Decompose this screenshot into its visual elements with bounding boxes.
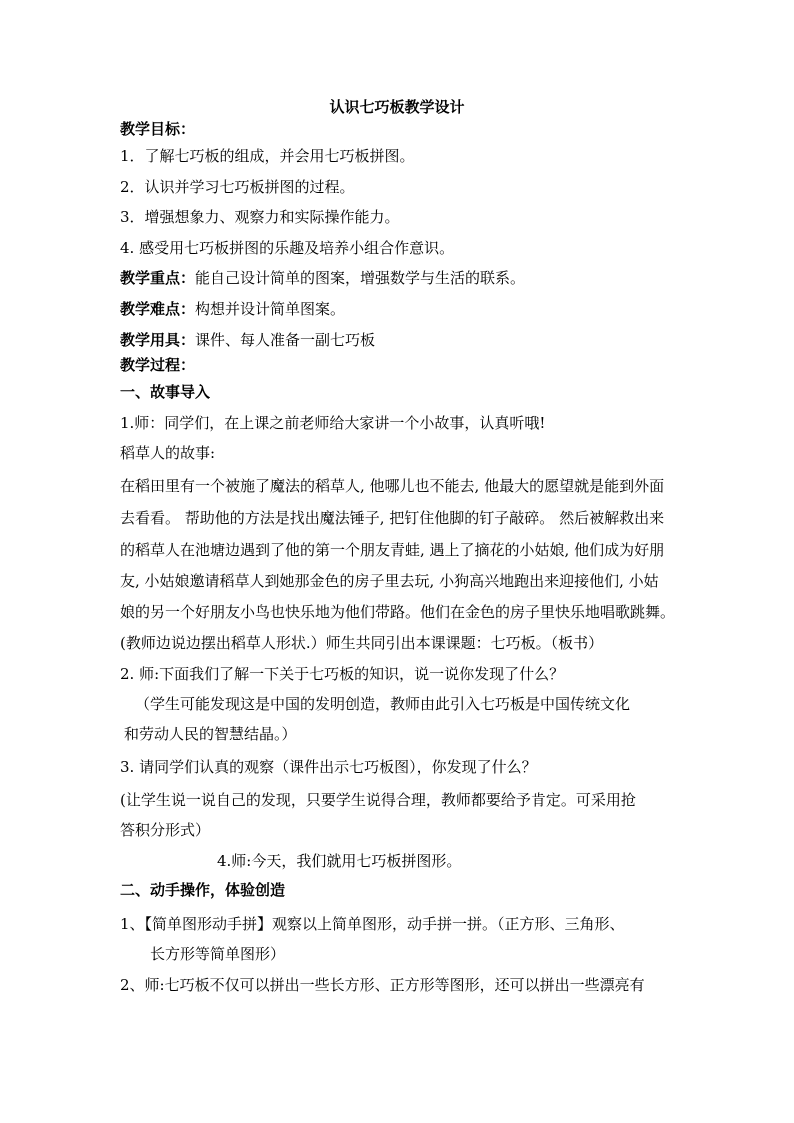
- goals-heading: 教学目标：: [120, 120, 196, 138]
- key-point: [120, 268, 680, 288]
- section1-line: 1.师：同学们，在上课之前老师给大家讲一个小故事，认真听哦!: [120, 414, 546, 432]
- section2-line: 1、【简单图形动手拼】观察以上简单图形，动手拼一拼。（正方形、三角形、: [120, 915, 625, 933]
- section1-line: 4.师:今天，我们就用七巧板拼图形。: [217, 852, 462, 870]
- tools-text: 课件、每人准备一副七巧板: [195, 331, 376, 349]
- section1-line: 和劳动人民的智慧结晶。）: [124, 725, 297, 743]
- section1-line: 的稻草人在池塘边遇到了他的第一个朋友青蛙, 遇上了摘花的小姑娘, 他们成为好朋: [120, 541, 665, 559]
- document-title: 认识七巧板教学设计: [329, 98, 465, 116]
- section1-line: 去看看。 帮助他的方法是找出魔法锤子, 把钉住他脚的钉子敲碎。 然后被解救出来: [120, 509, 665, 527]
- section1-line: 答积分形式）: [120, 821, 211, 839]
- goal-item: 2．认识并学习七巧板拼图的过程。: [120, 178, 355, 196]
- tools: [120, 330, 680, 350]
- section1-line: 2. 师:下面我们了解一下关于七巧板的知识，说一说你发现了什么？: [120, 665, 565, 683]
- section1-line: 友, 小姑娘邀请稻草人到她那金色的房子里去玩, 小狗高兴地跑出来迎接他们, 小姑: [120, 572, 659, 590]
- key-point-label: 教学重点：: [120, 269, 196, 287]
- process-heading: 教学过程：: [120, 356, 196, 374]
- goal-item: 3．增强想象力、观察力和实际操作能力。: [120, 208, 400, 226]
- difficulty-text: 构想并设计简单图案。: [195, 300, 346, 318]
- section1-heading: 一、故事导入: [120, 383, 211, 401]
- key-point-text: 能自己设计简单的图案，增强数学与生活的联系。: [195, 269, 526, 287]
- goal-item: 1．了解七巧板的组成，并会用七巧板拼图。: [120, 147, 415, 165]
- goal-item: 4. 感受用七巧板拼图的乐趣及培养小组合作意识。: [120, 239, 455, 257]
- section1-line: (让学生说一说自己的发现，只要学生说得合理，教师都要给予肯定。可采用抢: [120, 791, 636, 809]
- section2-line: 长方形等简单图形）: [150, 945, 286, 963]
- section1-line: （学生可能发现这是中国的发明创造，教师由此引入七巧板是中国传统文化: [135, 695, 631, 713]
- section1-line: 稻草人的故事:: [120, 444, 216, 462]
- section1-line: 在稻田里有一个被施了魔法的稻草人, 他哪儿也不能去, 他最大的愿望就是能到外面: [120, 477, 665, 495]
- difficulty-label: 教学难点：: [120, 300, 196, 318]
- section1-line: 娘的另一个好朋友小鸟也快乐地为他们带路。他们在金色的房子里快乐地唱歌跳舞。: [120, 603, 676, 621]
- section2-heading: 二、动手操作，体验创造: [120, 881, 286, 899]
- section1-line: 3. 请同学们认真的观察（课件出示七巧板图），你发现了什么？: [120, 758, 537, 776]
- section1-line: (教师边说边摆出稻草人形状.）师生共同引出本课课题：七巧板。（板书）: [120, 634, 604, 652]
- difficulty: [120, 299, 680, 319]
- section2-line: 2、师:七巧板不仅可以拼出一些长方形、正方形等图形，还可以拼出一些漂亮有: [120, 976, 645, 994]
- tools-label: 教学用具：: [120, 331, 196, 349]
